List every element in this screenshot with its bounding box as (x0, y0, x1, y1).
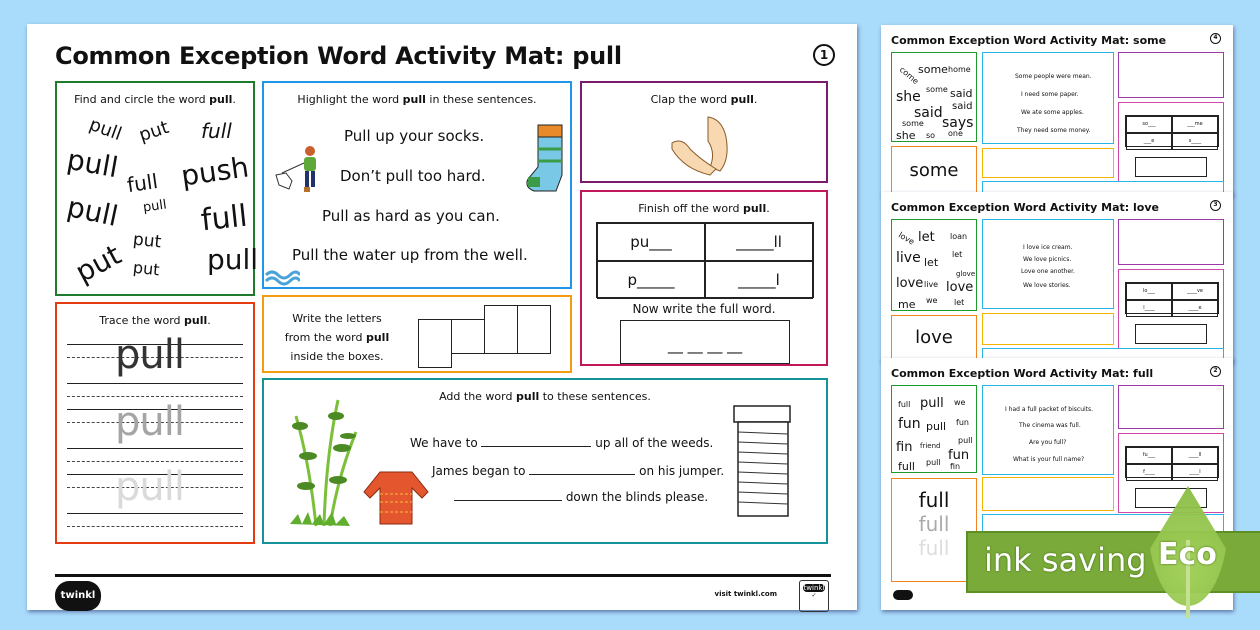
sentence[interactable]: Pull as hard as you can. (322, 207, 500, 225)
trace-word-dark[interactable]: pull (115, 332, 184, 378)
letter-box-1[interactable] (418, 319, 452, 368)
thumbnail-some[interactable] (881, 25, 1233, 195)
word-item[interactable]: put (69, 238, 127, 289)
thumb-find-panel: come some home she some said said said says some she so one (891, 52, 977, 142)
finish-instruction: Finish off the word pull. (638, 202, 770, 215)
ink-saving-label: ink saving (984, 541, 1147, 579)
fill-blank[interactable] (454, 500, 562, 501)
girl-walking-dog-illustration (274, 143, 324, 195)
thumb-letters-panel (982, 477, 1114, 511)
word-item[interactable]: pull (207, 243, 259, 276)
finish-grid (596, 222, 814, 298)
footer-divider (55, 574, 831, 577)
twinkl-logo: twinkl (55, 581, 101, 611)
find-instruction: Find and circle the word pull. (74, 93, 236, 106)
window-blinds-illustration (732, 404, 792, 520)
finish-cell[interactable]: _____ll (705, 223, 813, 261)
word-item[interactable]: full (125, 168, 160, 198)
thumbnail-page-number: 4 (1210, 33, 1221, 44)
add-word-panel (262, 378, 828, 544)
word-item[interactable]: pull (64, 142, 121, 185)
fill-sentence: down the blinds please. (454, 490, 708, 504)
thumb-finish-panel: so___ ___me ___e s____ (1118, 102, 1224, 182)
thumb-trace-panel: full full full (891, 478, 977, 582)
sentence[interactable]: Pull the water up from the well. (292, 246, 528, 264)
word-item[interactable]: pull (86, 114, 125, 145)
finish-cell[interactable]: pu___ (597, 223, 705, 261)
clapping-hands-illustration (668, 113, 740, 177)
quality-badge: twinkl ✓ (799, 580, 829, 612)
sentence[interactable]: Pull up your socks. (344, 127, 485, 145)
letter-box-4[interactable] (517, 305, 551, 354)
word-item[interactable]: put (132, 229, 163, 253)
sentence[interactable]: Don’t pull too hard. (340, 167, 486, 185)
thumbnail-page-number: 3 (1210, 200, 1221, 211)
thumb-highlight-panel: Some people were mean. I need some paper. We ate some apples. They need some money. (982, 52, 1114, 144)
thumb-find-panel: full pull we fun pull fun fin friend pull fun full pull fin (891, 385, 977, 473)
fill-blank[interactable] (481, 446, 591, 447)
word-item[interactable]: push (179, 150, 251, 193)
thumbnail-title: Common Exception Word Activity Mat: some (891, 34, 1167, 47)
thumb-letters-panel (982, 148, 1114, 178)
main-activity-sheet (27, 24, 857, 610)
now-write-label: Now write the full word. (632, 302, 776, 316)
fill-blank[interactable] (529, 474, 635, 475)
thumb-trace-panel: some (891, 146, 977, 195)
highlight-instruction: Highlight the word pull in these sentences. (297, 93, 537, 106)
weeds-illustration (286, 396, 362, 528)
full-word-answer-box[interactable]: __ __ __ __ (620, 320, 790, 364)
page-number: 1 (813, 44, 835, 66)
thumb-letters-panel (982, 313, 1114, 345)
page-title: Common Exception Word Activity Mat: pull (55, 42, 622, 70)
jumper-illustration (362, 468, 430, 526)
finish-off-panel (580, 190, 828, 366)
eco-badge: Eco (1158, 537, 1217, 572)
thumbnail-love[interactable] (881, 192, 1233, 362)
thumb-find-panel: love let loan live let let glove love live love me we let (891, 219, 977, 311)
word-item[interactable]: full (199, 198, 249, 239)
word-item[interactable]: full (201, 119, 232, 143)
highlight-panel (262, 81, 572, 289)
word-item[interactable]: pull (142, 197, 168, 216)
letter-boxes-panel (262, 295, 572, 373)
word-item[interactable]: put (132, 257, 161, 280)
letter-box-2[interactable] (451, 319, 485, 354)
clap-panel (580, 81, 828, 183)
finish-cell[interactable]: _____l (705, 261, 813, 299)
thumb-finish-panel: fu___ ____ll f____ ____l (1118, 433, 1224, 513)
letters-instruction: Write the letters from the word pull inside the boxes. (284, 312, 390, 363)
socks-illustration (522, 123, 566, 205)
fill-sentence: We have to up all of the weeds. (410, 436, 714, 450)
word-item[interactable]: pull (64, 190, 121, 233)
trace-word-medium[interactable]: pull (115, 399, 184, 445)
thumb-clap-panel (1118, 219, 1224, 265)
letter-box-3[interactable] (484, 305, 518, 354)
fill-sentence: James began to on his jumper. (432, 464, 725, 478)
thumb-clap-panel (1118, 52, 1224, 98)
thumb-finish-panel: lo___ ____ve l____ ____e (1118, 269, 1224, 349)
thumb-clap-panel (1118, 385, 1224, 429)
thumb-twinkl-logo (893, 590, 913, 600)
trace-word-light[interactable]: pull (115, 464, 184, 510)
trace-panel (55, 302, 255, 544)
clap-instruction: Clap the word pull. (650, 93, 758, 106)
water-illustration (264, 263, 300, 287)
find-and-circle-panel (55, 81, 259, 296)
thumb-highlight-panel: I love ice cream. We love picnics. Love one another. We love stories. (982, 219, 1114, 309)
word-item[interactable]: put (136, 116, 172, 147)
thumbnail-title: Common Exception Word Activity Mat: full (891, 367, 1154, 380)
thumbnail-page-number: 2 (1210, 366, 1221, 377)
finish-cell[interactable]: p_____ (597, 261, 705, 299)
thumb-highlight-panel: I had a full packet of biscuits. The cinema was full. Are you full? What is your full name? (982, 385, 1114, 475)
add-instruction: Add the word pull to these sentences. (439, 390, 651, 403)
trace-instruction: Trace the word pull. (99, 314, 211, 327)
thumb-trace-panel: love (891, 315, 977, 362)
thumbnail-title: Common Exception Word Activity Mat: love (891, 201, 1159, 214)
visit-link[interactable]: visit twinkl.com (714, 590, 777, 598)
